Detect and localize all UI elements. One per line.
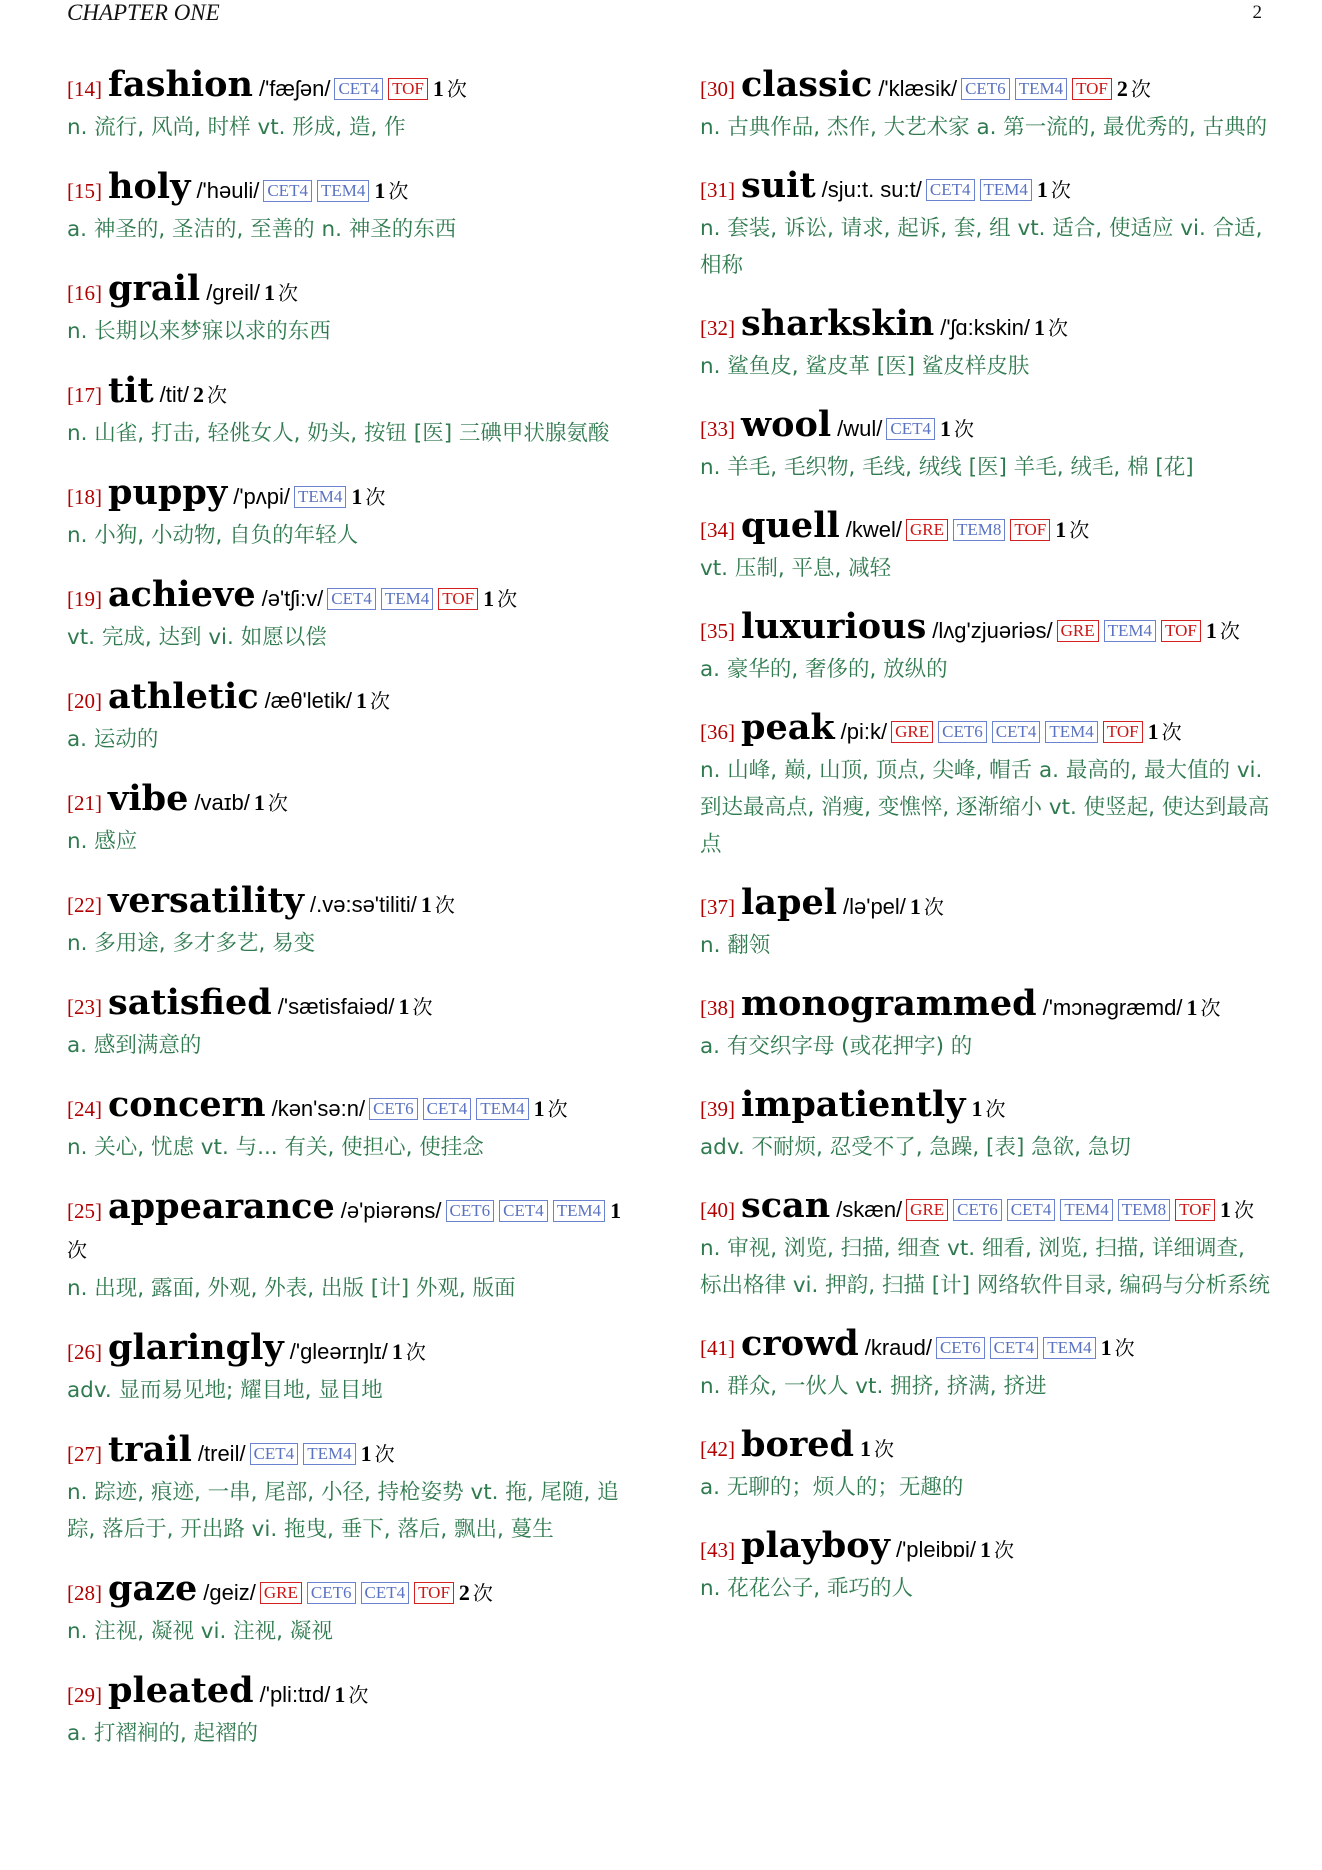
definition: a. 无聊的；烦人的；无趣的: [700, 1475, 964, 1500]
entry-headline: [700, 507, 1272, 550]
count-unit: 次: [365, 485, 386, 509]
pronunciation: /'pli:tɪd/: [259, 1682, 331, 1707]
entry-headline: [700, 884, 1272, 927]
vocab-entry: [700, 608, 1272, 688]
entry-headline: [67, 474, 637, 517]
exam-tag: CET6: [369, 1098, 418, 1120]
entry-headline: [67, 576, 637, 619]
entry-index: [43]: [700, 1538, 735, 1562]
occurrence-count: 1: [1205, 618, 1217, 643]
headword: gaze: [108, 1568, 198, 1609]
exam-tag: GRE: [906, 1199, 948, 1221]
definition: n. 感应: [67, 829, 138, 854]
exam-tag: TEM4: [294, 486, 346, 508]
entry-headline: [67, 984, 637, 1027]
left-column: [67, 66, 637, 1774]
entry-index: [18]: [67, 485, 102, 509]
entry-index: [20]: [67, 689, 102, 713]
count-unit: 次: [206, 383, 227, 407]
pronunciation: /lʌg'zjuəriəs/: [932, 618, 1053, 643]
exam-tag: CET4: [334, 78, 383, 100]
headword: athletic: [108, 676, 259, 717]
entry-headline: [700, 985, 1272, 1028]
count-unit: 次: [547, 1097, 568, 1121]
entry-index: [21]: [67, 791, 102, 815]
exam-tag: CET6: [936, 1337, 985, 1359]
pronunciation: /skæn/: [836, 1197, 903, 1222]
vocab-entry: [67, 1086, 637, 1166]
entry-index: [16]: [67, 281, 102, 305]
count-unit: 次: [985, 1097, 1006, 1121]
headword: monogrammed: [741, 983, 1037, 1024]
pronunciation: /pi:k/: [840, 719, 888, 744]
headword: trail: [108, 1429, 192, 1470]
vocab-entry: [700, 507, 1272, 587]
definition: a. 豪华的, 奢侈的, 放纵的: [700, 657, 948, 682]
vocab-entry: [700, 884, 1272, 964]
vocab-entry: [700, 1426, 1272, 1506]
entry-index: [24]: [67, 1097, 102, 1121]
pronunciation: /'fæʃən/: [258, 76, 331, 101]
definition: a. 神圣的, 圣洁的, 至善的 n. 神圣的东西: [67, 217, 457, 242]
count-unit: 次: [953, 417, 974, 441]
exam-tag: CET6: [307, 1582, 356, 1604]
pronunciation: /æθ'letik/: [264, 688, 352, 713]
chapter-title: CHAPTER ONE: [67, 0, 220, 25]
headword: quell: [741, 505, 840, 546]
definition: a. 有交织字母 (或花押字) 的: [700, 1034, 973, 1059]
definition: n. 山峰, 巅, 山顶, 顶点, 尖峰, 帽舌 a. 最高的, 最大值的 vi. 到达最高点, 消瘦, 变憔悴, 逐渐缩小 vt. 使竖起, 使达到最高点: [700, 758, 1270, 857]
headword: peak: [741, 707, 835, 748]
occurrence-count: 1: [1034, 315, 1046, 340]
page-number: 2: [1252, 2, 1262, 23]
vocab-entry: [67, 1188, 637, 1307]
exam-tag: CET4: [499, 1200, 548, 1222]
headword: glaringly: [108, 1327, 284, 1368]
exam-tag: CET4: [361, 1582, 410, 1604]
count-unit: 次: [446, 77, 467, 101]
pronunciation: /ə'piərəns/: [340, 1198, 442, 1223]
exam-tag: CET6: [953, 1199, 1002, 1221]
exam-tag: TEM4: [553, 1200, 605, 1222]
count-unit: 次: [267, 791, 288, 815]
exam-tag: CET4: [926, 179, 975, 201]
pronunciation: /wul/: [837, 416, 883, 441]
entry-headline: [67, 168, 637, 211]
exam-tag: CET4: [263, 180, 312, 202]
entry-headline: [67, 1672, 637, 1715]
exam-tag: CET4: [1007, 1199, 1056, 1221]
count-unit: 次: [993, 1538, 1014, 1562]
definition: n. 花花公子, 乖巧的人: [700, 1576, 913, 1601]
pronunciation: /.və:sə'tiliti/: [310, 892, 417, 917]
exam-tag: TEM8: [1118, 1199, 1170, 1221]
vocab-entry: [67, 1672, 637, 1752]
exam-tag: CET6: [938, 721, 987, 743]
exam-tag: TOF: [1072, 78, 1112, 100]
count-unit: 次: [1114, 1336, 1135, 1360]
entry-index: [32]: [700, 316, 735, 340]
count-unit: 次: [1161, 720, 1182, 744]
vocab-entry: [700, 167, 1272, 284]
headword: pleated: [108, 1670, 254, 1711]
occurrence-count: 1: [1147, 719, 1159, 744]
entry-headline: [67, 1086, 637, 1129]
exam-tag: CET4: [250, 1443, 299, 1465]
occurrence-count: 1: [1219, 1197, 1231, 1222]
exam-tag: CET4: [327, 588, 376, 610]
occurrence-count: 1: [971, 1096, 983, 1121]
entry-headline: [700, 1527, 1272, 1570]
entry-index: [27]: [67, 1442, 102, 1466]
occurrence-count: 1: [610, 1198, 622, 1223]
vocab-entry: [700, 709, 1272, 863]
entry-index: [22]: [67, 893, 102, 917]
vocab-entry: [700, 1325, 1272, 1405]
pronunciation: /geiz/: [203, 1580, 256, 1605]
definition: a. 打褶裥的, 起褶的: [67, 1721, 259, 1746]
definition: n. 出现, 露面, 外观, 外表, 出版 [计] 外观, 版面: [67, 1276, 516, 1301]
entry-headline: [700, 1086, 1272, 1129]
occurrence-count: 1: [253, 790, 265, 815]
entry-index: [31]: [700, 178, 735, 202]
pronunciation: /'klæsik/: [878, 76, 958, 101]
vocab-entry: [67, 168, 637, 248]
occurrence-count: 1: [860, 1436, 871, 1461]
vocab-entry: [67, 372, 637, 452]
vocab-entry: [67, 1329, 637, 1409]
entry-index: [23]: [67, 995, 102, 1019]
entry-headline: [700, 305, 1272, 348]
headword: concern: [108, 1084, 266, 1125]
occurrence-count: 1: [374, 178, 386, 203]
exam-tag: TOF: [1010, 519, 1050, 541]
entry-index: [30]: [700, 77, 735, 101]
occurrence-count: 1: [979, 1537, 991, 1562]
definition: n. 山雀, 打击, 轻佻女人, 奶头, 按钮 [医] 三碘甲状腺氨酸: [67, 421, 610, 446]
exam-tag: TEM4: [980, 179, 1032, 201]
pronunciation: /'sætisfaiəd/: [277, 994, 395, 1019]
definition: n. 流行, 风尚, 时样 vt. 形成, 造, 作: [67, 115, 406, 140]
vocab-entry: [700, 1187, 1272, 1304]
entry-headline: [700, 709, 1272, 752]
headword: playboy: [741, 1525, 890, 1566]
count-unit: 次: [412, 995, 433, 1019]
exam-tag: GRE: [906, 519, 948, 541]
definition: adv. 不耐烦, 忍受不了, 急躁, [表] 急欲, 急切: [700, 1135, 1131, 1160]
headword: bored: [741, 1424, 854, 1465]
occurrence-count: 1: [1100, 1335, 1112, 1360]
entry-index: [36]: [700, 720, 735, 744]
definition: n. 注视, 凝视 vi. 注视, 凝视: [67, 1619, 333, 1644]
pronunciation: /ə'tʃi:v/: [261, 586, 324, 611]
vocab-entry: [700, 305, 1272, 385]
definition: n. 鲨鱼皮, 鲨皮革 [医] 鲨皮样皮肤: [700, 354, 1030, 379]
entry-headline: [67, 270, 637, 313]
exam-tag: TEM4: [476, 1098, 528, 1120]
entry-headline: [700, 167, 1272, 210]
count-unit: 次: [923, 895, 944, 919]
count-unit: 次: [1233, 1198, 1254, 1222]
count-unit: 次: [1069, 518, 1090, 542]
count-unit: 次: [1130, 77, 1151, 101]
pronunciation: /'həuli/: [196, 178, 260, 203]
entry-headline: [67, 678, 637, 721]
entry-headline: [67, 1188, 637, 1270]
pronunciation: /lə'pel/: [843, 894, 906, 919]
exam-tag: TEM4: [303, 1443, 355, 1465]
exam-tag: TEM4: [1104, 620, 1156, 642]
definition: n. 古典作品, 杰作, 大艺术家 a. 第一流的, 最优秀的, 古典的: [700, 115, 1268, 140]
exam-tag: GRE: [260, 1582, 302, 1604]
vocab-entry: [67, 270, 637, 350]
pronunciation: /'pʌpi/: [233, 484, 290, 509]
count-unit: 次: [472, 1581, 493, 1605]
definition: adv. 显而易见地; 耀目地, 显目地: [67, 1378, 383, 1403]
entry-index: [33]: [700, 417, 735, 441]
occurrence-count: 1: [391, 1339, 403, 1364]
entry-headline: [700, 1426, 1272, 1469]
exam-tag: TOF: [388, 78, 428, 100]
entry-headline: [67, 1329, 637, 1372]
entry-index: [29]: [67, 1683, 102, 1707]
headword: classic: [741, 64, 873, 105]
pronunciation: /treil/: [197, 1441, 246, 1466]
vocab-entry: [700, 1527, 1272, 1607]
definition: n. 羊毛, 毛织物, 毛线, 绒线 [医] 羊毛, 绒毛, 棉 [花]: [700, 455, 1194, 480]
entry-headline: [67, 66, 637, 109]
entry-index: [17]: [67, 383, 102, 407]
exam-tag: TOF: [438, 588, 478, 610]
occurrence-count: 1: [432, 76, 444, 101]
exam-tag: CET4: [886, 418, 935, 440]
exam-tag: TOF: [1161, 620, 1201, 642]
entry-headline: [67, 882, 637, 925]
count-unit: 次: [370, 689, 390, 713]
vocab-entry: [67, 1431, 637, 1548]
pronunciation: /'mɔnəgræmd/: [1042, 995, 1183, 1020]
pronunciation: /kwel/: [845, 517, 903, 542]
headword: holy: [108, 166, 191, 207]
pronunciation: /greil/: [206, 280, 260, 305]
vocab-entry: [67, 1570, 637, 1650]
vocab-entry: [700, 985, 1272, 1065]
entry-index: [42]: [700, 1437, 735, 1461]
vocab-entry: [67, 576, 637, 656]
count-unit: 次: [497, 587, 518, 611]
exam-tag: TEM4: [381, 588, 433, 610]
occurrence-count: 1: [909, 894, 921, 919]
exam-tag: TOF: [1175, 1199, 1215, 1221]
count-unit: 次: [1200, 996, 1221, 1020]
definition: n. 踪迹, 痕迹, 一串, 尾部, 小径, 持枪姿势 vt. 拖, 尾随, 追踪, 落后于, 开出路 vi. 拖曳, 垂下, 落后, 飘出, 蔓生: [67, 1480, 619, 1542]
exam-tag: CET4: [990, 1337, 1039, 1359]
headword: versatility: [108, 880, 304, 921]
definition: n. 多用途, 多才多艺, 易变: [67, 931, 316, 956]
occurrence-count: 1: [483, 586, 495, 611]
exam-tag: TEM4: [1043, 1337, 1095, 1359]
count-unit: 次: [1219, 619, 1240, 643]
entry-index: [15]: [67, 179, 102, 203]
occurrence-count: 1: [533, 1096, 545, 1121]
exam-tag: TOF: [414, 1582, 454, 1604]
count-unit: 次: [1050, 178, 1071, 202]
headword: lapel: [741, 882, 838, 923]
count-unit: 次: [67, 1238, 87, 1262]
running-head: [67, 0, 1262, 28]
exam-tag: TEM4: [1060, 1199, 1112, 1221]
headword: tit: [108, 370, 154, 411]
entry-index: [35]: [700, 619, 735, 643]
entry-index: [19]: [67, 587, 102, 611]
entry-headline: [67, 372, 637, 415]
exam-tag: TEM8: [953, 519, 1005, 541]
definition: vt. 压制, 平息, 减轻: [700, 556, 892, 581]
entry-index: [37]: [700, 895, 735, 919]
count-unit: 次: [874, 1437, 894, 1461]
entry-index: [26]: [67, 1340, 102, 1364]
vocab-entry: [67, 474, 637, 554]
vocab-entry: [67, 678, 637, 758]
headword: puppy: [108, 472, 228, 513]
occurrence-count: 1: [939, 416, 951, 441]
vocab-entry: [700, 406, 1272, 486]
definition: a. 运动的: [67, 727, 159, 752]
vocab-entry: [700, 1086, 1272, 1166]
entry-index: [38]: [700, 996, 735, 1020]
entry-index: [34]: [700, 518, 735, 542]
pronunciation: /'gleərɪŋlɪ/: [289, 1339, 388, 1364]
entry-index: [41]: [700, 1336, 735, 1360]
definition: n. 翻领: [700, 933, 771, 958]
vocab-entry: [67, 984, 637, 1064]
exam-tag: TEM4: [1015, 78, 1067, 100]
occurrence-count: 1: [351, 484, 363, 509]
entry-index: [25]: [67, 1199, 102, 1223]
exam-tag: GRE: [1057, 620, 1099, 642]
definition: vt. 完成, 达到 vi. 如愿以偿: [67, 625, 327, 650]
occurrence-count: 2: [458, 1580, 470, 1605]
occurrence-count: 2: [1116, 76, 1128, 101]
headword: crowd: [741, 1323, 859, 1364]
occurrence-count: 1: [420, 892, 432, 917]
entry-headline: [700, 66, 1272, 109]
definition: n. 关心, 忧虑 vt. 与... 有关, 使担心, 使挂念: [67, 1135, 484, 1160]
pronunciation: /'pleibɒi/: [895, 1537, 976, 1562]
exam-tag: TEM4: [1045, 721, 1097, 743]
headword: fashion: [108, 64, 253, 105]
exam-tag: CET6: [446, 1200, 495, 1222]
occurrence-count: 1: [398, 994, 410, 1019]
headword: vibe: [108, 778, 189, 819]
vocab-entry: [700, 66, 1272, 146]
pronunciation: /vaɪb/: [194, 790, 250, 815]
pronunciation: /kən'sə:n/: [271, 1096, 366, 1121]
headword: impatiently: [741, 1084, 966, 1125]
definition: a. 感到满意的: [67, 1033, 202, 1058]
definition: n. 小狗, 小动物, 自负的年轻人: [67, 523, 359, 548]
pronunciation: /kraud/: [864, 1335, 932, 1360]
pronunciation: /sju:t. su:t/: [821, 177, 922, 202]
right-column: [700, 66, 1272, 1628]
occurrence-count: 1: [1036, 177, 1048, 202]
headword: appearance: [108, 1186, 335, 1227]
count-unit: 次: [405, 1340, 426, 1364]
vocab-entry: [67, 66, 637, 146]
headword: sharkskin: [741, 303, 935, 344]
headword: achieve: [108, 574, 256, 615]
exam-tag: CET4: [992, 721, 1041, 743]
entry-index: [28]: [67, 1581, 102, 1605]
count-unit: 次: [348, 1683, 369, 1707]
definition: n. 长期以来梦寐以求的东西: [67, 319, 331, 344]
entry-index: [39]: [700, 1097, 735, 1121]
count-unit: 次: [277, 281, 298, 305]
entry-index: [14]: [67, 77, 102, 101]
definition: n. 套装, 诉讼, 请求, 起诉, 套, 组 vt. 适合, 使适应 vi. 合适, 相称: [700, 216, 1263, 278]
occurrence-count: 1: [1186, 995, 1198, 1020]
definition: n. 群众, 一伙人 vt. 拥挤, 挤满, 挤进: [700, 1374, 1047, 1399]
count-unit: 次: [388, 179, 409, 203]
count-unit: 次: [1048, 316, 1069, 340]
entry-headline: [67, 780, 637, 823]
headword: grail: [108, 268, 201, 309]
headword: satisfied: [108, 982, 272, 1023]
entry-headline: [67, 1431, 637, 1474]
occurrence-count: 1: [263, 280, 275, 305]
headword: scan: [741, 1185, 831, 1226]
occurrence-count: 1: [334, 1682, 346, 1707]
exam-tag: CET4: [423, 1098, 472, 1120]
occurrence-count: 1: [1055, 517, 1067, 542]
headword: luxurious: [741, 606, 927, 647]
exam-tag: CET6: [961, 78, 1010, 100]
entry-headline: [700, 406, 1272, 449]
pronunciation: /'ʃɑ:kskin/: [940, 315, 1031, 340]
headword: wool: [741, 404, 832, 445]
occurrence-count: 1: [360, 1441, 372, 1466]
headword: suit: [741, 165, 816, 206]
count-unit: 次: [434, 893, 455, 917]
occurrence-count: 1: [356, 688, 367, 713]
entry-headline: [700, 608, 1272, 651]
definition: n. 审视, 浏览, 扫描, 细查 vt. 细看, 浏览, 扫描, 详细调查, 标出格律 vi. 押韵, 扫描 [计] 网络软件目录, 编码与分析系统: [700, 1236, 1270, 1298]
exam-tag: GRE: [891, 721, 933, 743]
exam-tag: TOF: [1103, 721, 1143, 743]
entry-index: [40]: [700, 1198, 735, 1222]
entry-headline: [700, 1325, 1272, 1368]
occurrence-count: 2: [192, 382, 204, 407]
entry-headline: [67, 1570, 637, 1613]
vocab-entry: [67, 780, 637, 860]
exam-tag: TEM4: [317, 180, 369, 202]
vocab-entry: [67, 882, 637, 962]
entry-headline: [700, 1187, 1272, 1230]
count-unit: 次: [374, 1442, 395, 1466]
pronunciation: /tit/: [159, 382, 189, 407]
